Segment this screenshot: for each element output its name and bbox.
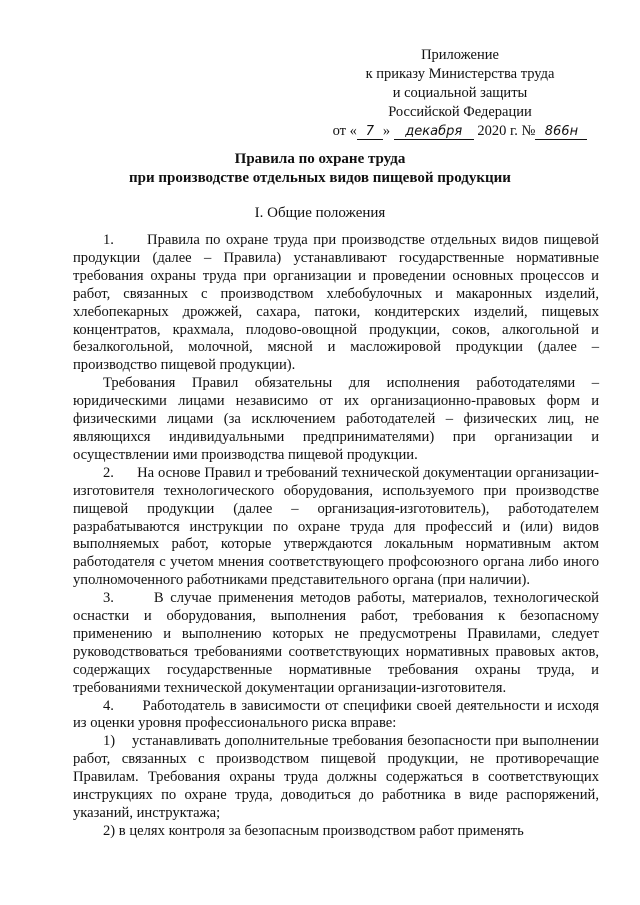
paragraph: Требования Правил обязательны для исполнения работодателями – юридическими лицами независимо от их организационно-правовых форм и физическими лицами (за исключением работодателей – физических лиц, не являющихся индивидуальными предпринимателями) при организации и осуществлении ими производства пищевой продукции. [73,375,599,463]
appendix-label: Приложение [421,47,499,63]
date-mid: » [382,123,391,139]
paragraph: 1. Правила по охране труда при производстве отдельных видов пищевой продукции (далее – Правила) устанавливают государственные нормативные требования охраны труда при организации и проведении основных процессов и работ, связанных с производством хлебобулочных и макаронных изделий, хлебопекарных дрожжей, сахара, патоки, кондитерских изделий, пищевых концентратов, крахмала, плодово-овощной продукции, соков, алкогольной и безалкогольной, молочной, мясной и масложировой продукции (далее – производство пищевой продукции). [73,232,599,374]
handwritten-month: декабря [394,125,474,140]
appendix-header [330,46,590,141]
handwritten-day: 7 [357,125,383,140]
appendix-date-line [330,122,590,141]
paragraph: 1) устанавливать дополнительные требования безопасности при выполнении работ, связанных с производством пищевой продукции, не противоречащие Правилам. Требования охраны труда должны содержаться в соответствующих инструкциях по охране труда, доводиться до работника в виде распоряжений, указаний, инструктажа; [73,733,599,821]
section-heading: I. Общие положения [254,205,386,221]
document-title [0,150,640,188]
paragraph: 4. Работодатель в зависимости от специфики своей деятельности и исходя из оценки уровня профессионального риска вправе: [73,697,599,732]
date-year: 2020 г. № [477,123,536,139]
paragraph: 3. В случае применения методов работы, материалов, технологической оснастки и оборудования, выполнения работ, требования к безопасному применению и выполнению которых не предусмотрены Правилами, следует руководствоваться требованиями соответствующих нормативных правовых актов, содержащих государственные нормативные требования охраны труда, и требованиями технической документации организации-изготовителя. [73,590,599,696]
paragraph: 2. На основе Правил и требований технической документации организации-изготовителя технологического оборудования, используемого при производстве пищевой продукции (далее – организация-изготовитель), работодателем разрабатываются инструкции по охране труда для профессий и (или) видов выполняемых работ, которые утверждаются локальным нормативным актом работодателя с учетом мнения соответствующего профсоюзного органа либо иного уполномоченного работниками представительного органа (при наличии). [73,464,599,589]
appendix-order-ref: к приказу Министерства труда [365,66,555,82]
appendix-country-line: Российской Федерации [388,104,532,120]
appendix-ministry-line: и социальной защиты [392,85,528,101]
title-line-1: Правила по охране труда [234,151,406,167]
paragraph: 2) в целях контроля за безопасным производством работ применять [103,822,524,839]
title-line-2: при производстве отдельных видов пищевой продукции [129,170,511,186]
date-prefix: от « [332,123,357,139]
handwritten-order-number: 866н [535,125,587,140]
document-body [73,232,599,841]
